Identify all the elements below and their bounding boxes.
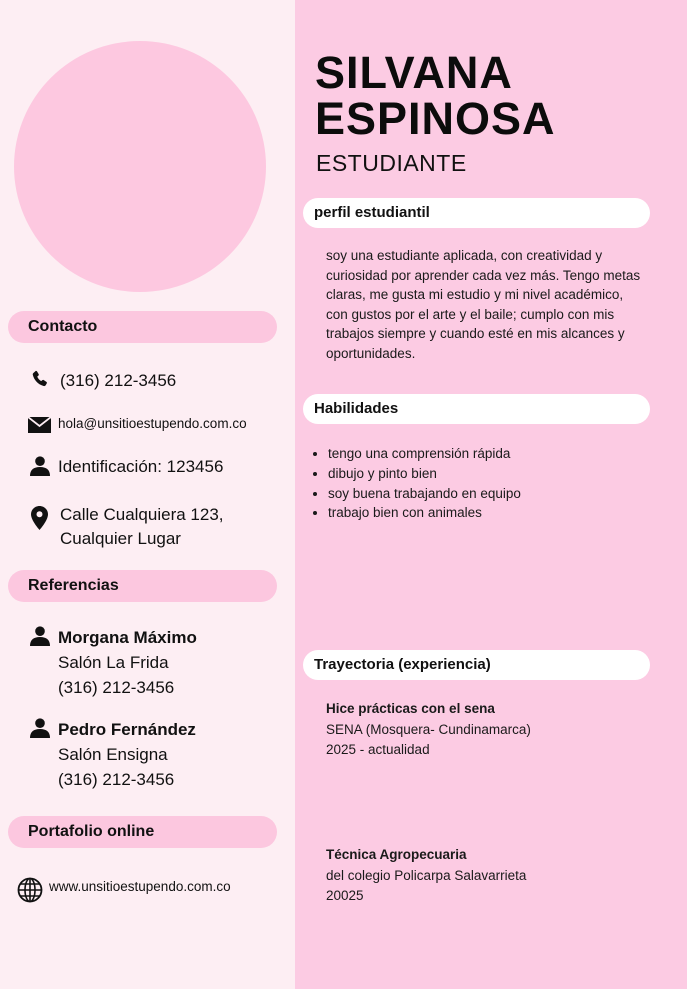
profile-heading: perfil estudiantil (303, 198, 650, 228)
globe-icon (17, 877, 43, 903)
phone-icon (30, 368, 50, 390)
skills-heading: Habilidades (303, 394, 650, 424)
mail-icon (28, 417, 51, 433)
address-line-2: Cualquier Lugar (60, 529, 181, 548)
portfolio-heading: Portafolio online (8, 816, 277, 848)
experience-dates: 20025 (326, 888, 364, 903)
list-item: • trabajo bien con animales (328, 503, 521, 523)
role-title: ESTUDIANTE (316, 150, 467, 176)
experience-title: Hice prácticas con el sena (326, 701, 495, 716)
references-heading: Referencias (8, 570, 277, 602)
contact-id: Identificación: 123456 (58, 457, 224, 476)
contact-email[interactable]: hola@unsitioestupendo.com.co (58, 416, 247, 431)
experience-item (326, 699, 531, 761)
contact-phone: (316) 212-3456 (60, 371, 177, 390)
user-icon (30, 718, 50, 738)
reference-name: Pedro Fernández (58, 720, 196, 739)
skills-list (313, 444, 521, 523)
reference-place: Salón La Frida (58, 653, 169, 672)
contact-address (60, 503, 224, 551)
reference-item (58, 717, 196, 792)
reference-item (58, 625, 197, 700)
user-icon (30, 456, 50, 476)
profile-text: soy una estudiante aplicada, con creatividad y curiosidad por aprender cada vez más. Tengo metas claras, me gusta mi estudio y mi nivel académico, con gustos por el arte y el baile; cumplo con mis trabajos siempre y cuando esté en mis alcances y oportunidades. (326, 248, 641, 361)
first-name: SILVANA (315, 47, 513, 98)
list-item: • tengo una comprensión rápida (328, 444, 521, 464)
profile-photo-placeholder (14, 41, 266, 292)
last-name: ESPINOSA (315, 93, 556, 144)
experience-dates: 2025 - actualidad (326, 742, 430, 757)
experience-item (326, 845, 526, 907)
contact-heading: Contacto (8, 311, 277, 343)
experience-org: del colegio Policarpa Salavarrieta (326, 867, 527, 883)
reference-place: Salón Ensigna (58, 745, 168, 764)
user-icon (30, 626, 50, 646)
list-item: • soy buena trabajando en equipo (328, 484, 521, 504)
address-line-1: Calle Cualquiera 123, (60, 505, 224, 524)
reference-phone: (316) 212-3456 (58, 678, 175, 697)
experience-heading: Trayectoria (experiencia) (303, 650, 650, 680)
full-name (315, 47, 556, 144)
list-item: • dibujo y pinto bien (328, 464, 521, 484)
location-pin-icon (31, 506, 48, 530)
portfolio-url[interactable]: www.unsitioestupendo.com.co (49, 879, 231, 894)
experience-title: Técnica Agropecuaria (326, 847, 467, 862)
reference-phone: (316) 212-3456 (58, 770, 175, 789)
experience-org: SENA (Mosquera- Cundinamarca) (326, 721, 531, 737)
reference-name: Morgana Máximo (58, 628, 197, 647)
